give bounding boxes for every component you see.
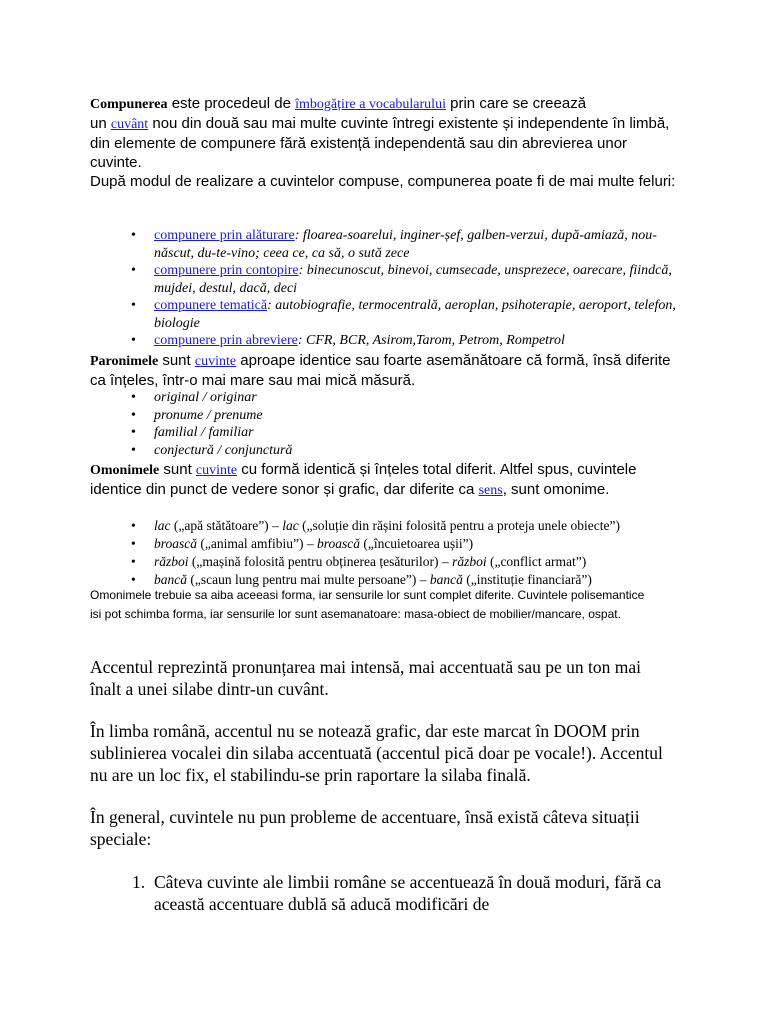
list-item: • broască („animal amfibiu”) – broască („încuietoarea ușii”): [90, 535, 710, 553]
omonime-term: Omonimele: [90, 463, 160, 478]
omonime-list: [90, 517, 710, 589]
list-item: • familial / familiar: [90, 424, 690, 442]
link-cuvinte[interactable]: cuvinte: [194, 354, 237, 369]
omonime-paragraph: Omonimele sunt cuvinte cu formă identică și înțeles total diferit. Altfel spus, cuvintele identice din punct de vedere sonor și grafic, dar diferite ca sens, sunt omonime.: [90, 461, 637, 498]
list-item: • compunere prin alăturare: floarea-soarelui, inginer-șef, galben-verzui, după-amiază, nou-născut, du-te-vino; ceea ce, ca să, o sută zece: [90, 227, 690, 262]
compunere-list: [90, 227, 690, 350]
link-cuvant[interactable]: cuvânt: [110, 117, 149, 132]
link-compunere-contopire[interactable]: compunere prin contopire: [154, 263, 299, 278]
list-item: • pronume / prenume: [90, 407, 690, 425]
accent-list: [90, 871, 670, 915]
link-imbogatire-vocabular[interactable]: îmbogățire a vocabularului: [295, 97, 446, 112]
paronime-list: [90, 389, 690, 459]
paronime-term: Paronimele: [90, 354, 159, 369]
link-cuvinte[interactable]: cuvinte: [195, 463, 238, 478]
list-item: • lac („apă stătătoare”) – lac („soluție din rășini folosită pentru a proteja unele obiecte”): [90, 517, 710, 535]
link-compunere-alaturare[interactable]: compunere prin alăturare: [154, 228, 295, 243]
list-item: • conjectură / conjunctură: [90, 442, 690, 460]
link-compunere-abreviere[interactable]: compunere prin abreviere: [154, 333, 298, 348]
compunere-intro: După modul de realizare a cuvintelor compuse, compunerea poate fi de mai multe feluri:: [90, 173, 676, 190]
compunere-paragraph: Compunerea este procedeul de îmbogățire a vocabularului prin care se creează un cuvânt nou din două sau mai multe cuvinte întregi existente și independente în limbă, din elemente de compunere fără existență independentă sau din abrevierea unor cuvinte. După modul de realizare a cuvintelor compuse, compunerea poate fi de mai multe feluri:: [90, 95, 676, 190]
accent-paragraph-1: Accentul reprezintă pronunțarea mai intensă, mai accentuată sau pe un ton mai înalt a unei silabe dintr-un cuvânt.: [90, 657, 642, 699]
list-item: • război („mașină folosită pentru obținerea țesăturilor) – război („conflict armat”): [90, 553, 710, 571]
accent-paragraph-3: În general, cuvintele nu pun probleme de accentuare, însă există câteva situații speciale:: [90, 807, 640, 849]
compunere-term: Compunerea: [90, 97, 168, 112]
list-item: • compunere prin contopire: binecunoscut, binevoi, cumsecade, unsprezece, oarecare, fiindcă, mujdei, destul, dacă, deci: [90, 262, 690, 297]
list-item: • compunere tematică: autobiografie, termocentrală, aeroplan, psihoterapie, aeroport, telefon, biologie: [90, 297, 690, 332]
paronime-paragraph: Paronimele sunt cuvinte aproape identice sau foarte asemănătoare că formă, însă diferite ca înțeles, într-o mai mare sau mai mică măsură.: [90, 352, 671, 389]
link-sens[interactable]: sens: [478, 483, 503, 498]
list-item: • bancă („scaun lung pentru mai multe persoane”) – bancă („instituție financiară”): [90, 571, 710, 589]
accent-paragraph-2: În limba română, accentul nu se notează grafic, dar este marcat în DOOM prin sublinierea vocalei din silaba accentuată (accentul pică doar pe vocale!). Accentul nu are un loc fix, el stabilindu-se prin raportare la silaba finală.: [90, 721, 663, 785]
omonime-note: Omonimele trebuie sa aiba aceeasi forma, iar sensurile lor sunt complet diferite. Cuvintele polisemantice isi pot schimba forma, iar sensurile lor sunt asemanatoare: masa-obiect de mobilier/mancare, ospat.: [90, 588, 645, 621]
list-item: • original / originar: [90, 389, 690, 407]
link-compunere-tematica[interactable]: compunere tematică: [154, 298, 268, 313]
list-item: • compunere prin abreviere: CFR, BCR, Asirom,Tarom, Petrom, Rompetrol: [90, 332, 690, 350]
list-item: 1. Câteva cuvinte ale limbii române se accentuează în două moduri, fără ca această accentuare dublă să aducă modificări de: [132, 872, 662, 914]
